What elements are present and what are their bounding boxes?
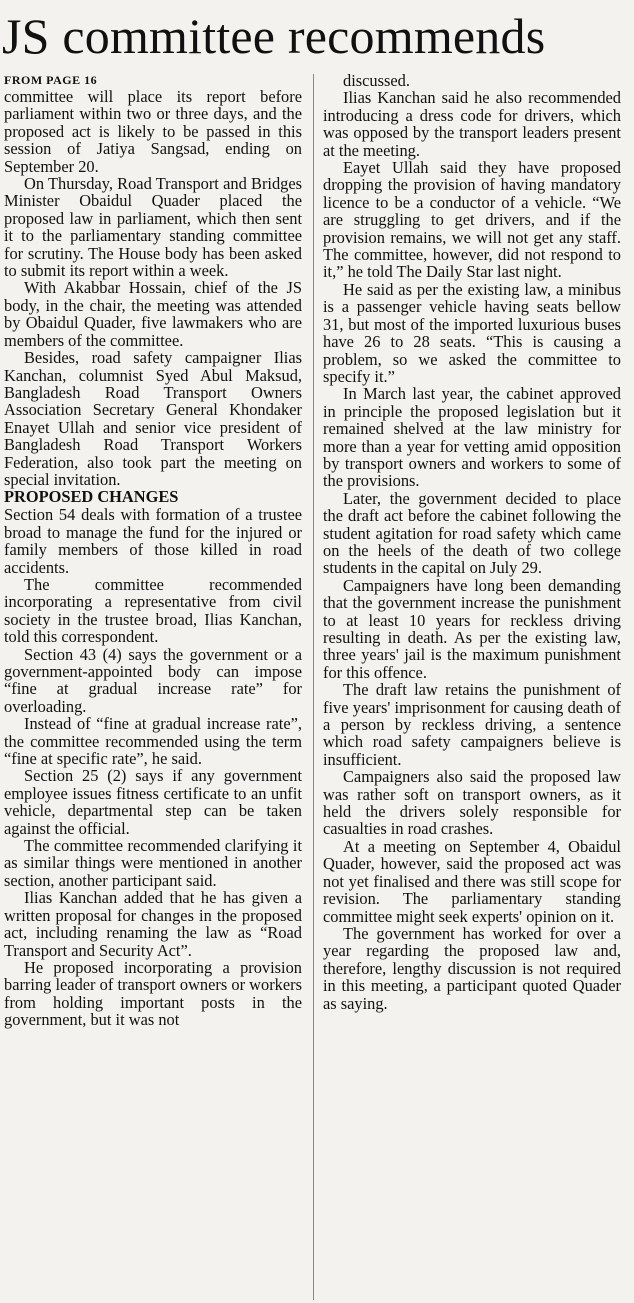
paragraph: Section 25 (2) says if any government employee issues fitness certificate to an unfit vehicle, departmental step can be taken against the official. — [4, 766, 302, 838]
paragraph: At a meeting on September 4, Obaidul Quader, however, said the proposed act was not yet finalised and there was still scope for revision. The parliamentary standing committee might seek experts' opinion on it. — [323, 836, 621, 926]
column-divider — [313, 74, 314, 1300]
paragraph: He said as per the existing law, a minibus is a passenger vehicle having seats bellow 31, but most of the imported luxurious buses have 26 to 28 seats. “This is causing a problem, so we asked the committee to specify it.” — [323, 279, 621, 386]
paragraph: The committee recommended clarifying it as similar things were mentioned in another section, another participant said. — [4, 836, 302, 890]
paragraph: Section 43 (4) says the government or a government-appointed body can impose “fine at gradual increase rate” for overloading. — [4, 644, 302, 716]
paragraph: Instead of “fine at gradual increase rate”, the committee recommended using the term “fine at specific rate”, he said. — [4, 714, 302, 769]
paragraph: The draft law retains the punishment of five years' imprisonment for causing death of a person by reckless driving, a sentence which road safety campaigners believe is insufficient. — [323, 680, 621, 769]
paragraph: Besides, road safety campaigner Ilias Kanchan, columnist Syed Abul Maksud, Bangladesh Road Transport Owners Association Secretary General Khondaker Enayet Ullah and senior vice president of Bangladesh Road Transport Workers Federation, also took part the meeting on special invitation. — [4, 348, 302, 489]
right-column — [323, 72, 621, 1300]
paragraph: The government has worked for over a year regarding the proposed law and, therefore, lengthy discussion is not required in this meeting, a participant quoted Quader as saying. — [323, 923, 621, 1013]
left-column — [4, 72, 302, 1300]
paragraph: Eayet Ullah said they have proposed dropping the provision of having mandatory licence to be a conductor of a vehicle. “We are struggling to get drivers, and if the provision remains, we will not get any staff. The committee, however, did not respond to it,” he told The Daily Star last night. — [323, 158, 621, 282]
paragraph: committee will place its report before parliament within two or three days, and the proposed act is likely to be passed in this session of Jatiya Sangsad, ending on September 20. — [4, 87, 302, 176]
paragraph: On Thursday, Road Transport and Bridges Minister Obaidul Quader placed the proposed law in parliament, which then sent it to the parliamentary standing committee for scrutiny. The House body has been asked to submit its report within a week. — [4, 174, 302, 281]
headline: JS committee recommends — [2, 8, 546, 64]
from-page-label: FROM PAGE 16 — [4, 73, 98, 87]
paragraph: Ilias Kanchan said he also recommended introducing a dress code for drivers, which was opposed by the transport leaders present at the meeting. — [323, 88, 621, 160]
paragraph: With Akabbar Hossain, chief of the JS body, in the chair, the meeting was attended by Obaidul Quader, five lawmakers who are members of the committee. — [4, 278, 302, 350]
paragraph: Campaigners also said the proposed law was rather soft on transport owners, as it held the drivers solely responsible for casualties in road crashes. — [323, 767, 621, 839]
paragraph: Later, the government decided to place the draft act before the cabinet following the student agitation for road safety which came on the heels of the death of two college students in the capital on July 29. — [323, 488, 621, 578]
paragraph: Ilias Kanchan added that he has given a written proposal for changes in the proposed act, including renaming the law as “Road Transport and Security Act”. — [4, 888, 302, 960]
paragraph: He proposed incorporating a provision barring leader of transport owners or workers from holding important posts in the government, but it was not — [4, 957, 302, 1030]
paragraph: Section 54 deals with formation of a trustee broad to manage the fund for the injured or family members of those killed in road accidents. — [4, 505, 302, 577]
paragraph: In March last year, the cabinet approved in principle the proposed legislation but it remained shelved at the law ministry for more than a year for vetting amid opposition by transport owners and workers to some of the provisions. — [323, 384, 621, 491]
paragraph: discussed. — [343, 72, 410, 90]
subhead: PROPOSED CHANGES — [4, 487, 179, 507]
paragraph: Campaigners have long been demanding that the government increase the punishment to at least 10 years for reckless driving resulting in death. As per the existing law, three years' jail is the maximum punishment for this offence. — [323, 575, 621, 682]
paragraph: The committee recommended incorporating a representative from civil society in the trustee broad, Ilias Kanchan, told this correspondent. — [4, 574, 302, 647]
